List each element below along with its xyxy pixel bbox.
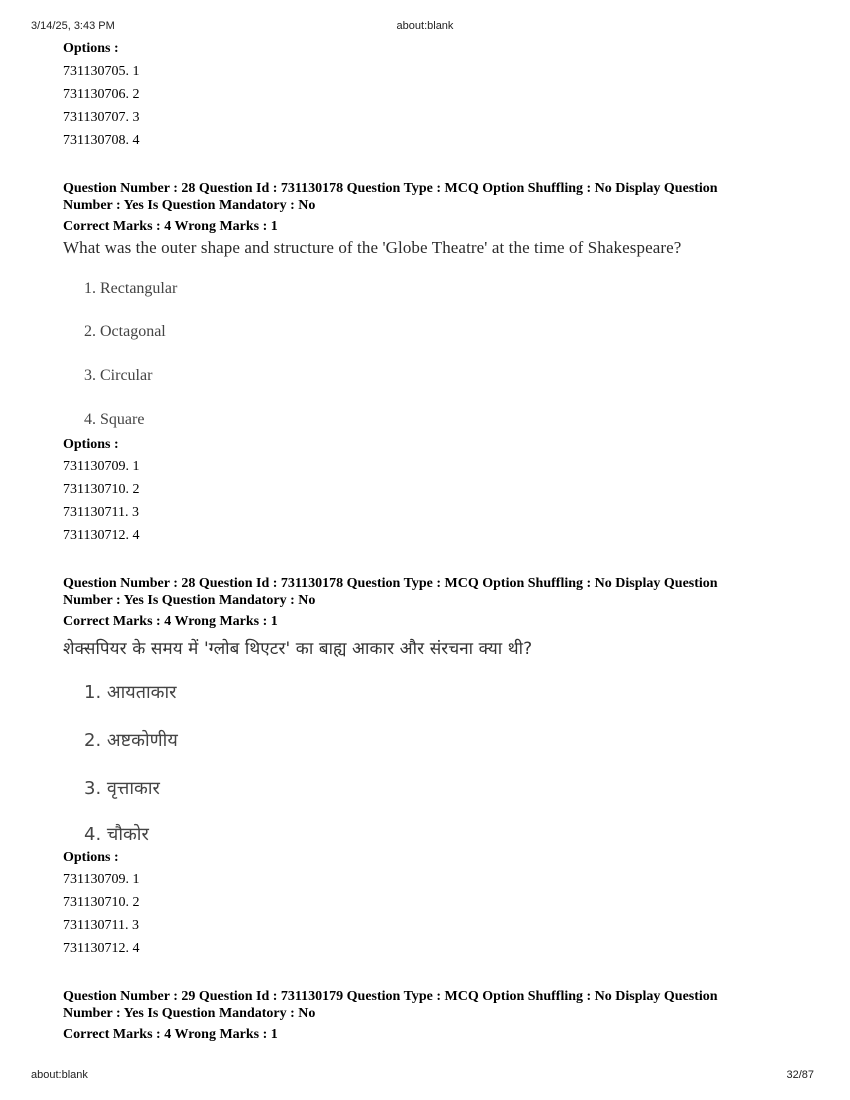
question-meta-line1: Question Number : 28 Question Id : 731130178 Question Type : MCQ Option Shuffling : No Display Question	[63, 576, 718, 591]
answer-choice: 4. चौकोर	[84, 824, 149, 845]
answer-choice: 2. Octagonal	[84, 323, 166, 340]
option-id: 731130711. 3	[63, 505, 139, 520]
option-id: 731130706. 2	[63, 87, 140, 102]
question-marks: Correct Marks : 4 Wrong Marks : 1	[63, 614, 278, 629]
question-text: शेक्सपियर के समय में 'ग्लोब थिएटर' का बाह्य आकार और संरचना क्या थी?	[63, 639, 533, 659]
options-label: Options :	[63, 41, 119, 56]
option-id: 731130708. 4	[63, 133, 140, 148]
answer-choice: 4. Square	[84, 411, 145, 428]
answer-choice: 2. अष्टकोणीय	[84, 730, 178, 751]
page-number: 32/87	[786, 1069, 814, 1081]
print-datetime: 3/14/25, 3:43 PM	[31, 20, 115, 32]
answer-choice: 1. Rectangular	[84, 280, 178, 297]
options-label: Options :	[63, 437, 119, 452]
question-meta	[63, 988, 783, 1022]
option-id: 731130710. 2	[63, 895, 140, 910]
print-url: about:blank	[396, 20, 454, 32]
option-id: 731130709. 1	[63, 872, 140, 887]
question-meta-line2: Number : Yes Is Question Mandatory : No	[63, 1006, 316, 1021]
question-text: What was the outer shape and structure of the 'Globe Theatre' at the time of Shakespeare?	[63, 238, 682, 257]
option-id: 731130709. 1	[63, 459, 140, 474]
question-marks: Correct Marks : 4 Wrong Marks : 1	[63, 219, 278, 234]
question-meta-line1: Question Number : 29 Question Id : 731130179 Question Type : MCQ Option Shuffling : No Display Question	[63, 989, 718, 1004]
question-meta-line2: Number : Yes Is Question Mandatory : No	[63, 593, 316, 608]
option-id: 731130712. 4	[63, 941, 140, 956]
question-meta	[63, 575, 783, 609]
answer-choice: 3. Circular	[84, 367, 153, 384]
print-footer-url: about:blank	[31, 1069, 88, 1081]
question-meta-line2: Number : Yes Is Question Mandatory : No	[63, 198, 316, 213]
options-label: Options :	[63, 850, 119, 865]
option-id: 731130712. 4	[63, 528, 140, 543]
option-id: 731130707. 3	[63, 110, 140, 125]
answer-choice: 3. वृत्ताकार	[84, 778, 160, 799]
question-meta	[63, 180, 783, 214]
option-id: 731130705. 1	[63, 64, 140, 79]
option-id: 731130711. 3	[63, 918, 139, 933]
question-meta-line1: Question Number : 28 Question Id : 731130178 Question Type : MCQ Option Shuffling : No Display Question	[63, 181, 718, 196]
answer-choice: 1. आयताकार	[84, 682, 177, 703]
option-id: 731130710. 2	[63, 482, 140, 497]
question-marks: Correct Marks : 4 Wrong Marks : 1	[63, 1027, 278, 1042]
